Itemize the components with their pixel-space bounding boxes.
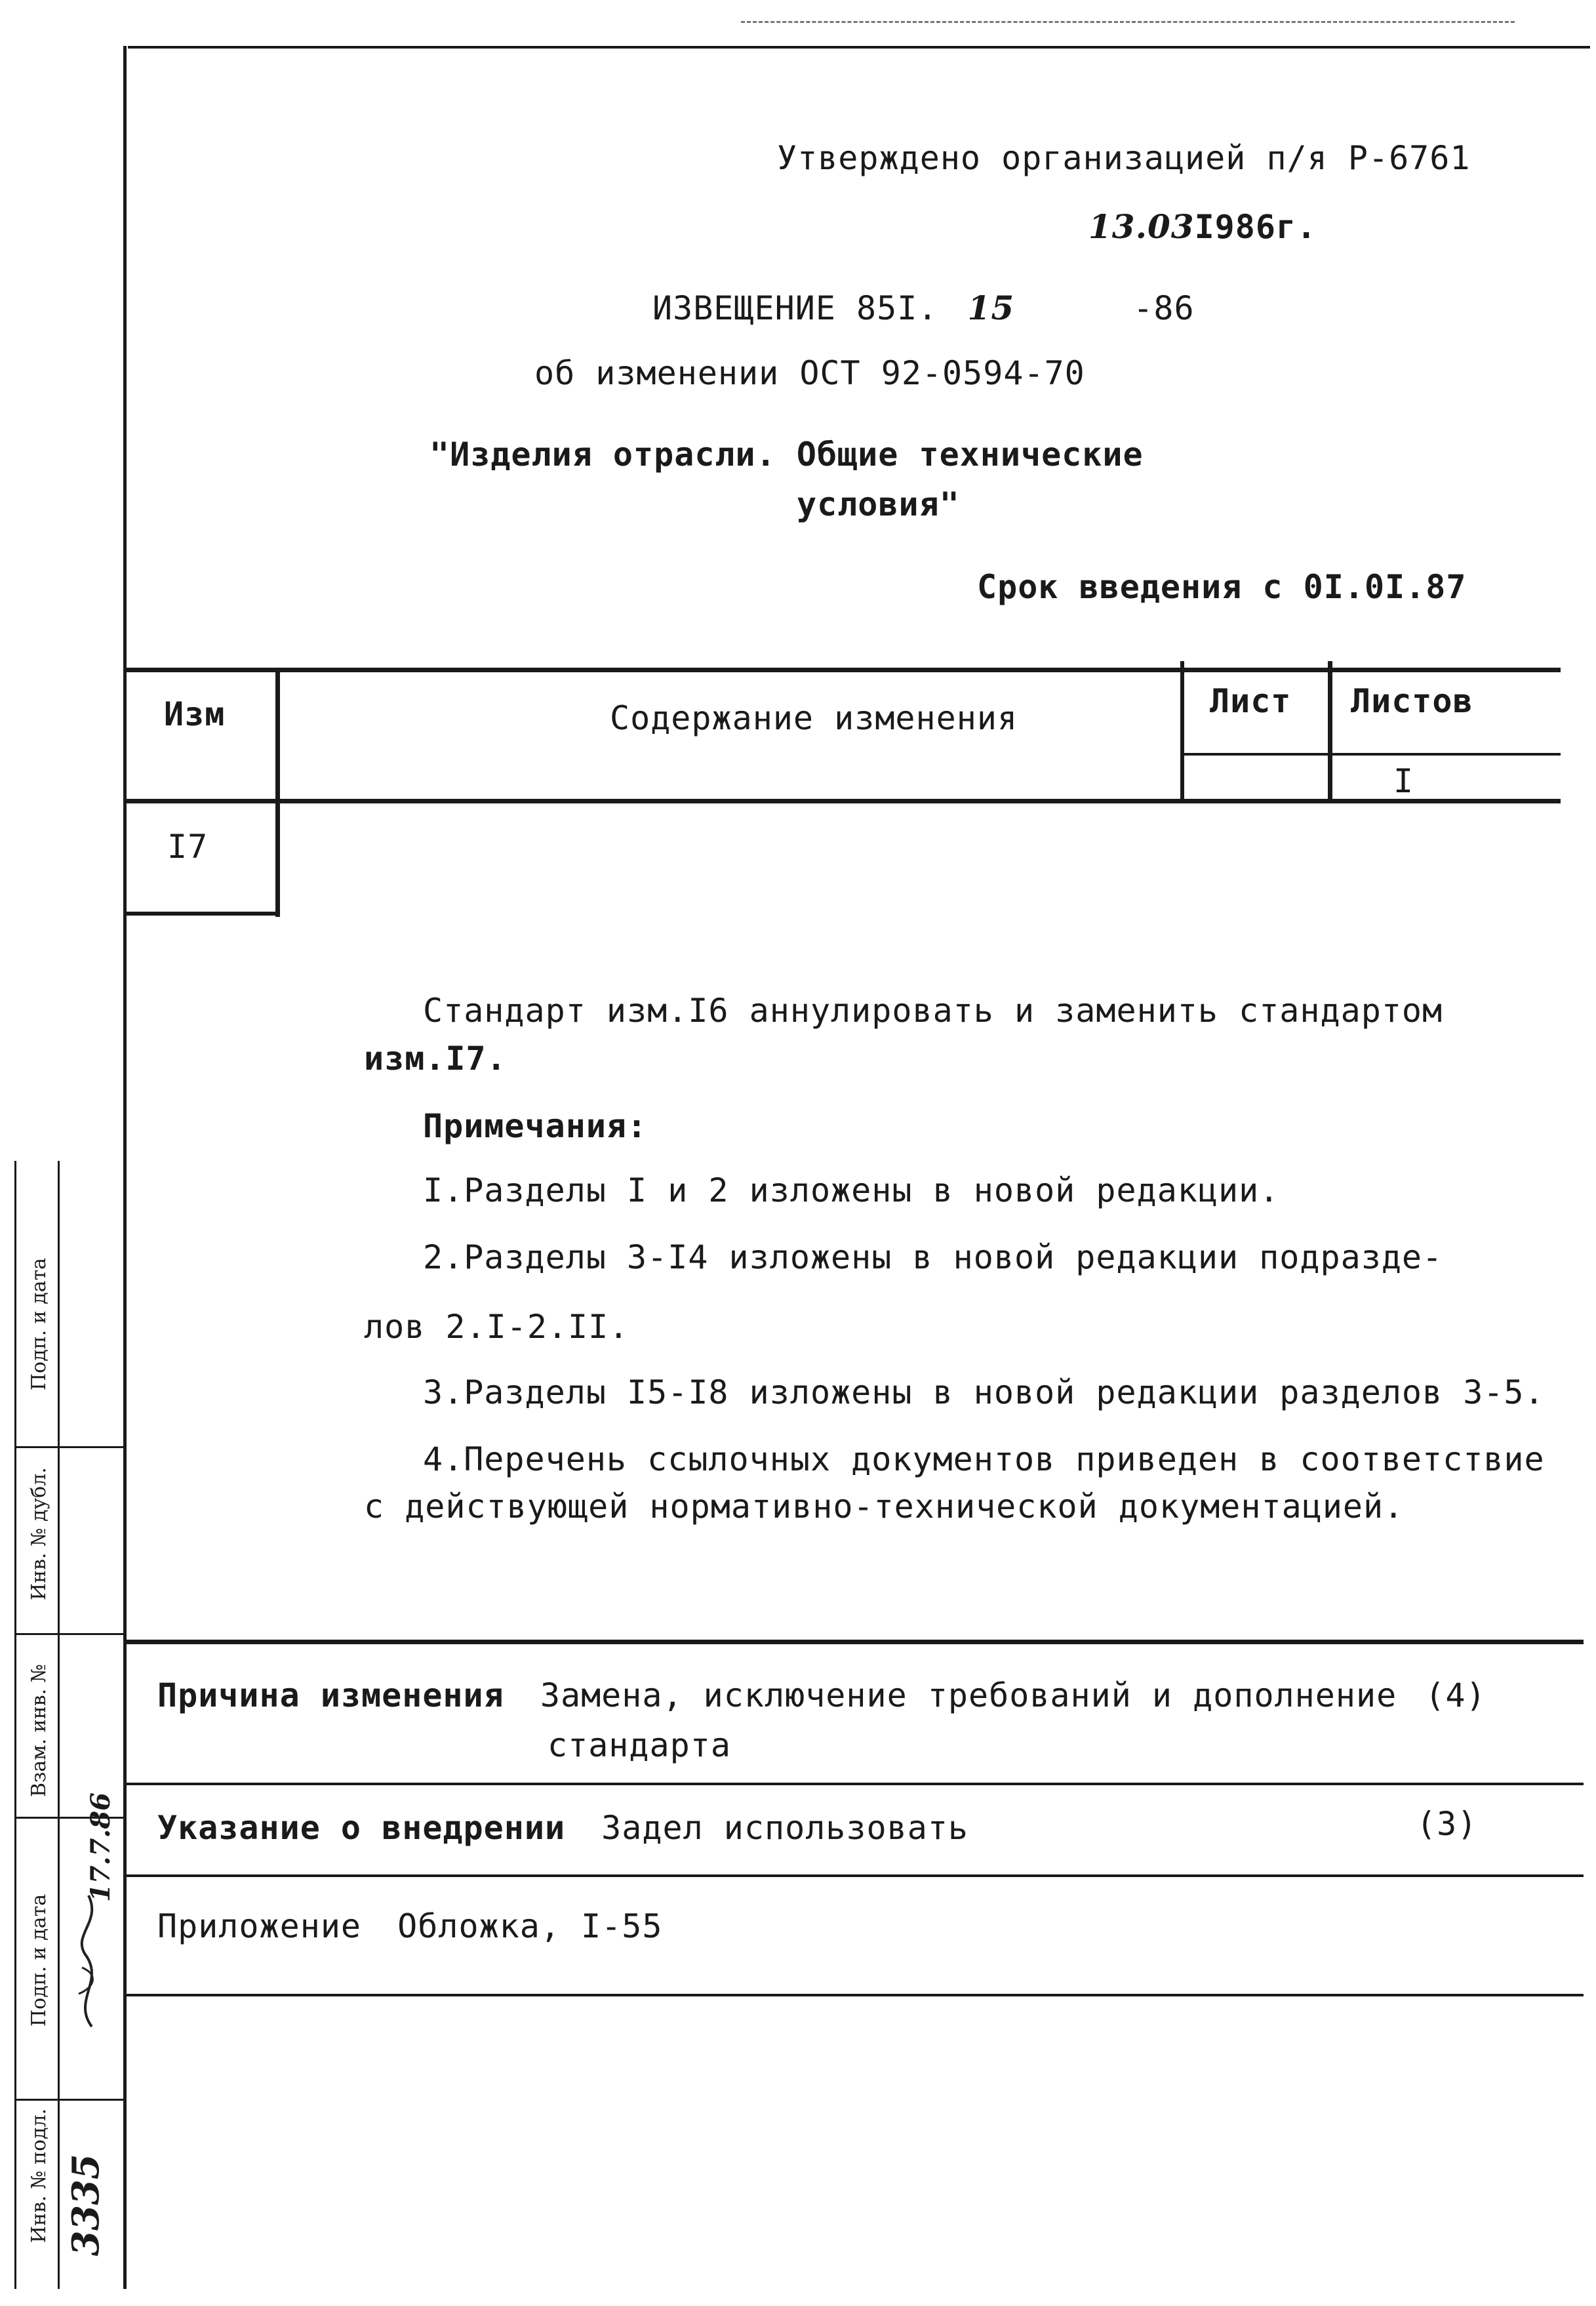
col-listov-header: Листов xyxy=(1351,682,1473,720)
note-1: I.Разделы I и 2 изложены в новой редакции. xyxy=(423,1171,1280,1209)
reason-text: Замена, исключение требований и дополнение xyxy=(540,1676,1397,1714)
stamp-div-4 xyxy=(14,2099,125,2101)
body-paragraph-line2: изм.I7. xyxy=(364,1040,507,1078)
implementation-code: (3) xyxy=(1416,1805,1478,1843)
note-2-line2: лов 2.I-2.II. xyxy=(364,1308,629,1346)
body-paragraph-line1 xyxy=(423,992,1443,1030)
footer-top-line xyxy=(125,1640,1584,1644)
stamp-div-1 xyxy=(14,1446,125,1448)
notice-number: 15 xyxy=(967,289,1015,327)
note-4-line1: 4.Перечень ссылочных документов приведен в соответствие xyxy=(423,1440,1545,1478)
notice-about: об изменении ОСТ 92-0594-70 xyxy=(534,354,1085,392)
reason-label: Причина изменения xyxy=(157,1676,504,1714)
notice-title xyxy=(652,289,1195,327)
listov-value: I xyxy=(1393,762,1414,800)
table-top-line xyxy=(125,668,1561,672)
table-header-bottom-line xyxy=(125,799,1561,803)
reason-row xyxy=(157,1676,1486,1714)
top-border xyxy=(128,46,1590,49)
implementation-bottom-line xyxy=(125,1874,1584,1877)
appendix-label: Приложение xyxy=(157,1907,362,1945)
notice-prefix: ИЗВЕЩЕНИЕ 85I. xyxy=(652,289,938,327)
left-border xyxy=(123,46,127,2289)
implementation-label: Указание о внедрении xyxy=(157,1809,566,1847)
stamp-col-1 xyxy=(14,1161,16,2289)
stamp-sign-date: 17.7.86 xyxy=(85,1792,116,1902)
stamp-col-2 xyxy=(58,1161,60,2289)
stamp-div-2 xyxy=(14,1633,125,1635)
approval-line: Утверждено организацией п/я Р-6761 xyxy=(777,139,1471,177)
izm-value: I7 xyxy=(167,828,209,866)
standard-title-line2: условия" xyxy=(797,485,960,523)
reason-text-line2: стандарта xyxy=(548,1726,731,1764)
effective-date: Срок введения с 0I.0I.87 xyxy=(977,568,1467,606)
appendix-bottom-line xyxy=(125,1994,1584,1996)
reason-bottom-line xyxy=(125,1783,1584,1785)
izm-column-divider xyxy=(275,668,280,917)
signature-icon xyxy=(66,1889,111,2033)
printed-year: I986г. xyxy=(1194,208,1317,246)
stamp-inv-number: 3335 xyxy=(64,2154,108,2256)
handwritten-date: 13.03 xyxy=(1088,207,1195,246)
appendix-text: Обложка, I-55 xyxy=(397,1907,663,1945)
note-4-line2: с действующей нормативно-технической документацией. xyxy=(364,1487,1405,1526)
stamp-vzam-inv: Взам. инв. № xyxy=(28,1663,50,1797)
appendix-row xyxy=(157,1907,662,1945)
stamp-inv-podl: Инв. № подл. xyxy=(28,2108,50,2243)
reason-code: (4) xyxy=(1425,1676,1486,1714)
list-column-divider xyxy=(1180,661,1184,802)
col-list-header: Лист xyxy=(1210,682,1292,720)
implementation-text: Задел использовать xyxy=(601,1809,969,1847)
approval-date xyxy=(1088,207,1317,246)
list-subdivider xyxy=(1180,753,1561,756)
col-content-header: Содержание изменения xyxy=(610,699,1018,737)
note-2-line1: 2.Разделы 3-I4 изложены в новой редакции подразде- xyxy=(423,1238,1443,1276)
stamp-podp-data-1: Подп. и дата xyxy=(28,1257,50,1390)
notice-suffix: -86 xyxy=(1133,289,1195,327)
izm-cell-bottom-line xyxy=(125,912,279,916)
col-izm-header: Изм xyxy=(164,695,226,733)
note-3: 3.Разделы I5-I8 изложены в новой редакции разделов 3-5. xyxy=(423,1373,1545,1411)
body-p1-text: Стандарт изм.I6 аннулировать и заменить стандартом xyxy=(423,992,1443,1030)
top-dash-line xyxy=(741,21,1515,23)
listov-column-divider xyxy=(1328,661,1332,802)
stamp-inv-dubl: Инв. № дубл. xyxy=(28,1467,50,1600)
standard-title-line1: "Изделия отрасли. Общие технические xyxy=(429,435,1144,474)
notes-title: Примечания: xyxy=(423,1107,648,1145)
stamp-podp-data-2: Подп. и дата xyxy=(28,1893,50,2027)
implementation-row xyxy=(157,1809,968,1847)
